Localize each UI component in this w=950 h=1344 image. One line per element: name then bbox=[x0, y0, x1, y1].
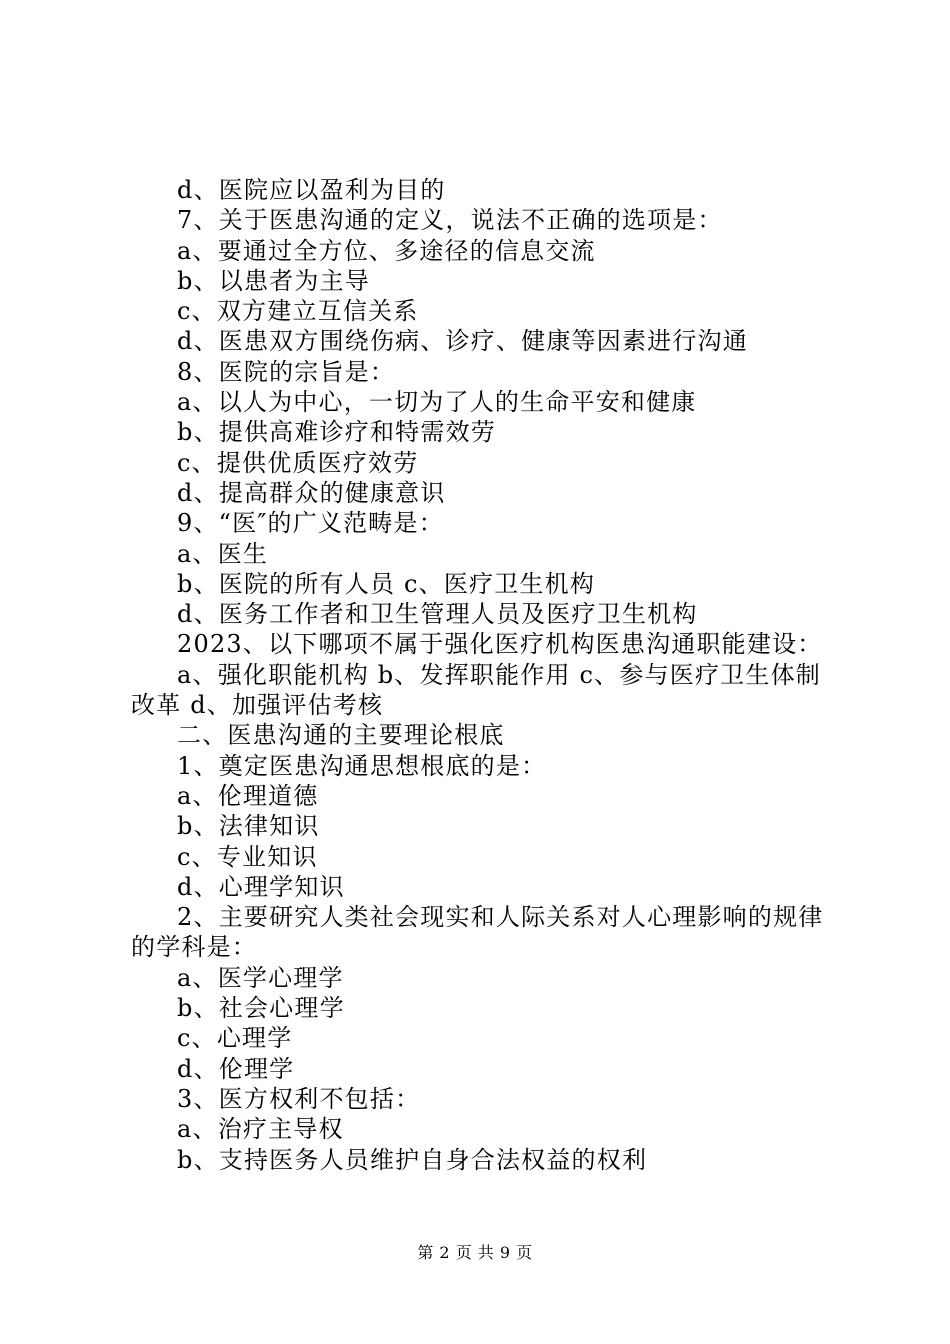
option-line: c、心理学 bbox=[177, 1024, 293, 1053]
option-line: c、提供优质医疗效劳 bbox=[177, 448, 419, 477]
option-line: a、治疗主导权 bbox=[177, 1115, 344, 1144]
option-line: b、提供高难诊疗和特需效劳 bbox=[177, 418, 496, 447]
option-line: a、医生 bbox=[177, 539, 269, 568]
option-paragraph: a、强化职能机构 b、发挥职能作用 c、参与医疗卫生体制改革 d、加强评估考核 bbox=[131, 660, 821, 720]
option-line: b、社会心理学 bbox=[177, 994, 345, 1023]
option-line: b、以患者为主导 bbox=[177, 266, 370, 295]
option-line: d、伦理学 bbox=[177, 1054, 295, 1083]
section-heading: 二、医患沟通的主要理论根底 bbox=[177, 721, 505, 750]
question-3: 3、医方权利不包括： bbox=[177, 1084, 421, 1113]
option-line: b、支持医务人员维护自身合法权益的权利 bbox=[177, 1145, 648, 1174]
option-line: b、医院的所有人员 c、医疗卫生机构 bbox=[177, 569, 596, 598]
option-line: a、伦理道德 bbox=[177, 781, 319, 810]
question-2023: 2023、以下哪项不属于强化医疗机构医患沟通职能建设： bbox=[177, 630, 823, 659]
question-1: 1、奠定医患沟通思想根底的是： bbox=[177, 751, 547, 780]
option-line: d、医患双方围绕伤病、诊疗、健康等因素进行沟通 bbox=[177, 327, 748, 356]
option-line: d、心理学知识 bbox=[177, 872, 345, 901]
option-line: a、以人为中心，一切为了人的生命平安和健康 bbox=[177, 388, 697, 417]
question-7: 7、关于医患沟通的定义，说法不正确的选项是： bbox=[177, 206, 723, 235]
option-line: b、法律知识 bbox=[177, 812, 320, 841]
text-line: d、医院应以盈利为目的 bbox=[177, 176, 446, 204]
option-line: c、专业知识 bbox=[177, 842, 318, 871]
option-line: d、医务工作者和卫生管理人员及医疗卫生机构 bbox=[177, 600, 698, 629]
question-2: 2、主要研究人类社会现实和人际关系对人心理影响的规律的学科是： bbox=[131, 903, 824, 962]
question-8: 8、医院的宗旨是： bbox=[177, 357, 396, 386]
option-line: a、要通过全方位、多途径的信息交流 bbox=[177, 236, 596, 265]
question-9: 9、“医″的广义范畴是： bbox=[177, 509, 444, 538]
document-body bbox=[131, 175, 836, 1175]
option-line: d、提高群众的健康意识 bbox=[177, 478, 446, 507]
page-footer: 第 2 页 共 9 页 bbox=[417, 1243, 533, 1262]
option-line: c、双方建立互信关系 bbox=[177, 297, 419, 326]
option-line: a、医学心理学 bbox=[177, 963, 344, 992]
